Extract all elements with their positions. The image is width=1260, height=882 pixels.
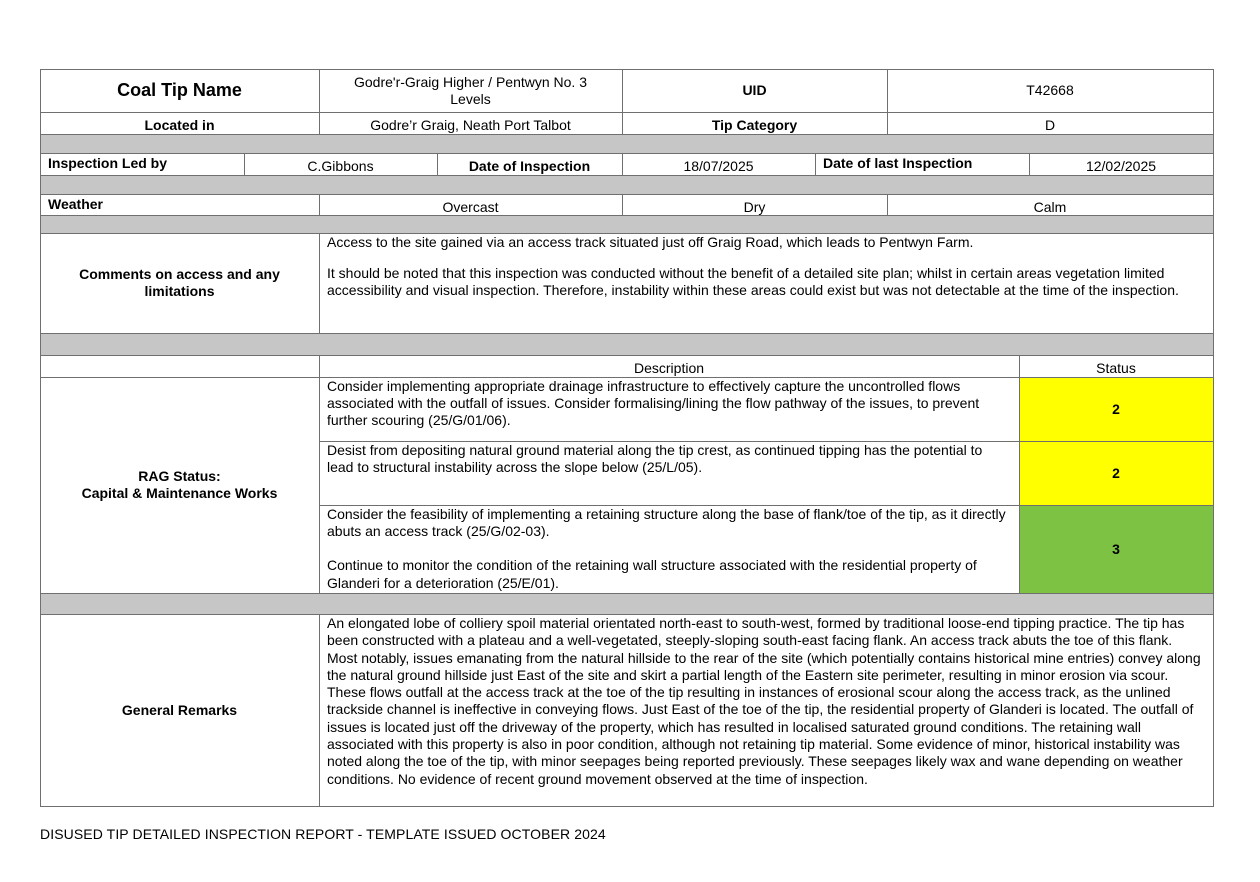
rag-label-line: Capital & Maintenance Works	[81, 485, 278, 501]
last-inspection-value: 12/02/2025	[1085, 157, 1157, 174]
rag-description-paragraph: Continue to monitor the condition of the retaining wall structure associated with the residential property of Glanderi for a deterioration (25/E/01).	[327, 557, 977, 591]
rag-description-paragraph: Consider implementing appropriate drainage infrastructure to effectively capture the uncontrolled flows associated with the outfall of issues. Consider formalising/lining the flow pathway of the issues, to prevent further scouring (25/G/01/06).	[327, 378, 980, 429]
row-line	[40, 593, 1214, 594]
rag-description-paragraph: Consider the feasibility of implementing a retaining structure along the base of flank/toe of the tip, as it directly abuts an access track (25/G/02-03).	[327, 506, 1006, 540]
rag-status-value: 3	[1112, 540, 1120, 557]
comments-paragraph: Access to the site gained via an access track situated just off Graig Road, which leads to Pentwyn Farm.	[327, 234, 974, 250]
inspection-date-label: Date of Inspection	[468, 157, 591, 174]
uid-label: UID	[742, 82, 767, 98]
col-line	[1213, 69, 1214, 807]
separator-band	[40, 134, 1213, 153]
rag-status-label	[40, 377, 319, 593]
tip-name-value: Godre'r-Graig Higher / Pentwyn No. 3 Levels	[354, 73, 587, 107]
rag-status-value: 2	[1112, 464, 1120, 481]
weather-label: Weather	[48, 196, 103, 212]
comments-text	[319, 234, 1213, 300]
inspection-date-value: 18/07/2025	[683, 157, 754, 174]
rag-description	[319, 442, 1019, 476]
tip-name-label: Coal Tip Name	[117, 80, 242, 100]
located-value: Godre’r Graig, Neath Port Talbot	[370, 116, 571, 133]
rag-description	[319, 378, 1019, 430]
rag-label-line: RAG Status:	[138, 468, 221, 484]
comments-paragraph: It should be noted that this inspection was conducted without the benefit of a detailed site plan; whilst in certain areas vegetation limited accessibility and visual inspection. Therefore, instability within these areas could exist but was not detectable at the time of the inspection.	[327, 265, 1179, 299]
inspection-led-value: C.Gibbons	[307, 157, 374, 174]
footer-text: DISUSED TIP DETAILED INSPECTION REPORT - TEMPLATE ISSUED OCTOBER 2024	[40, 826, 606, 842]
status-header: Status	[1096, 359, 1136, 376]
rag-status-value: 2	[1112, 400, 1120, 417]
weather-value: Overcast	[442, 198, 499, 215]
comments-label: Comments on access and any limitations	[79, 266, 280, 299]
separator-band	[40, 215, 1213, 233]
inspection-led-label: Inspection Led by	[48, 154, 168, 171]
weather-value: Calm	[1033, 198, 1067, 215]
row-line	[40, 333, 1214, 334]
rag-description-paragraph: Desist from depositing natural ground material along the tip crest, as continued tipping has the potential to lead to structural instability across the slope below (25/L/05).	[327, 442, 983, 476]
general-remarks-text	[319, 615, 1213, 788]
weather-value: Dry	[743, 198, 766, 215]
tip-category-value: D	[1044, 116, 1056, 133]
rag-description	[319, 506, 1019, 592]
located-label: Located in	[144, 116, 215, 133]
separator-band	[40, 593, 1213, 614]
last-inspection-label: Date of last Inspection	[823, 154, 973, 171]
separator-band	[40, 333, 1213, 355]
general-remarks-label: General Remarks	[121, 701, 238, 718]
row-line	[40, 806, 1214, 807]
general-remarks-paragraph: An elongated lobe of colliery spoil material orientated north-east to south-west, formed by traditional loose-end tipping practice. The tip has been constructed with a plateau and a well-vegetated, steeply-sloping south-east facing flank. An access track abuts the toe of this flank. Most notably, issues emanating from the natural hillside to the rear of the site (which potentially contains historical mine entries) convey along the natural ground hillside just East of the site and skirt a partial length of the Eastern site perimeter, resulting in minor erosion via scour. These flows outfall at the access track at the toe of the tip resulting in instances of erosional scour along the access track, as the unlined trackside channel is ineffective in conveying flows. Just East of the toe of the tip, the residential property of Glanderi is located. The outfall of issues is located just off the driveway of the property, which has resulted in localised saturated ground conditions. The retaining wall associated with this property is also in poor condition, although not retaining tip material. Some evidence of minor, historical instability was noted along the toe of the tip, with minor seepages being reported previously. These seepages likely wax and wane depending on weather conditions. No evidence of recent ground movement observed at the time of inspection.	[327, 615, 1201, 787]
tip-category-label: Tip Category	[711, 116, 798, 133]
uid-value: T42668	[1026, 82, 1074, 98]
separator-band	[40, 175, 1213, 194]
description-header: Description	[633, 359, 705, 376]
